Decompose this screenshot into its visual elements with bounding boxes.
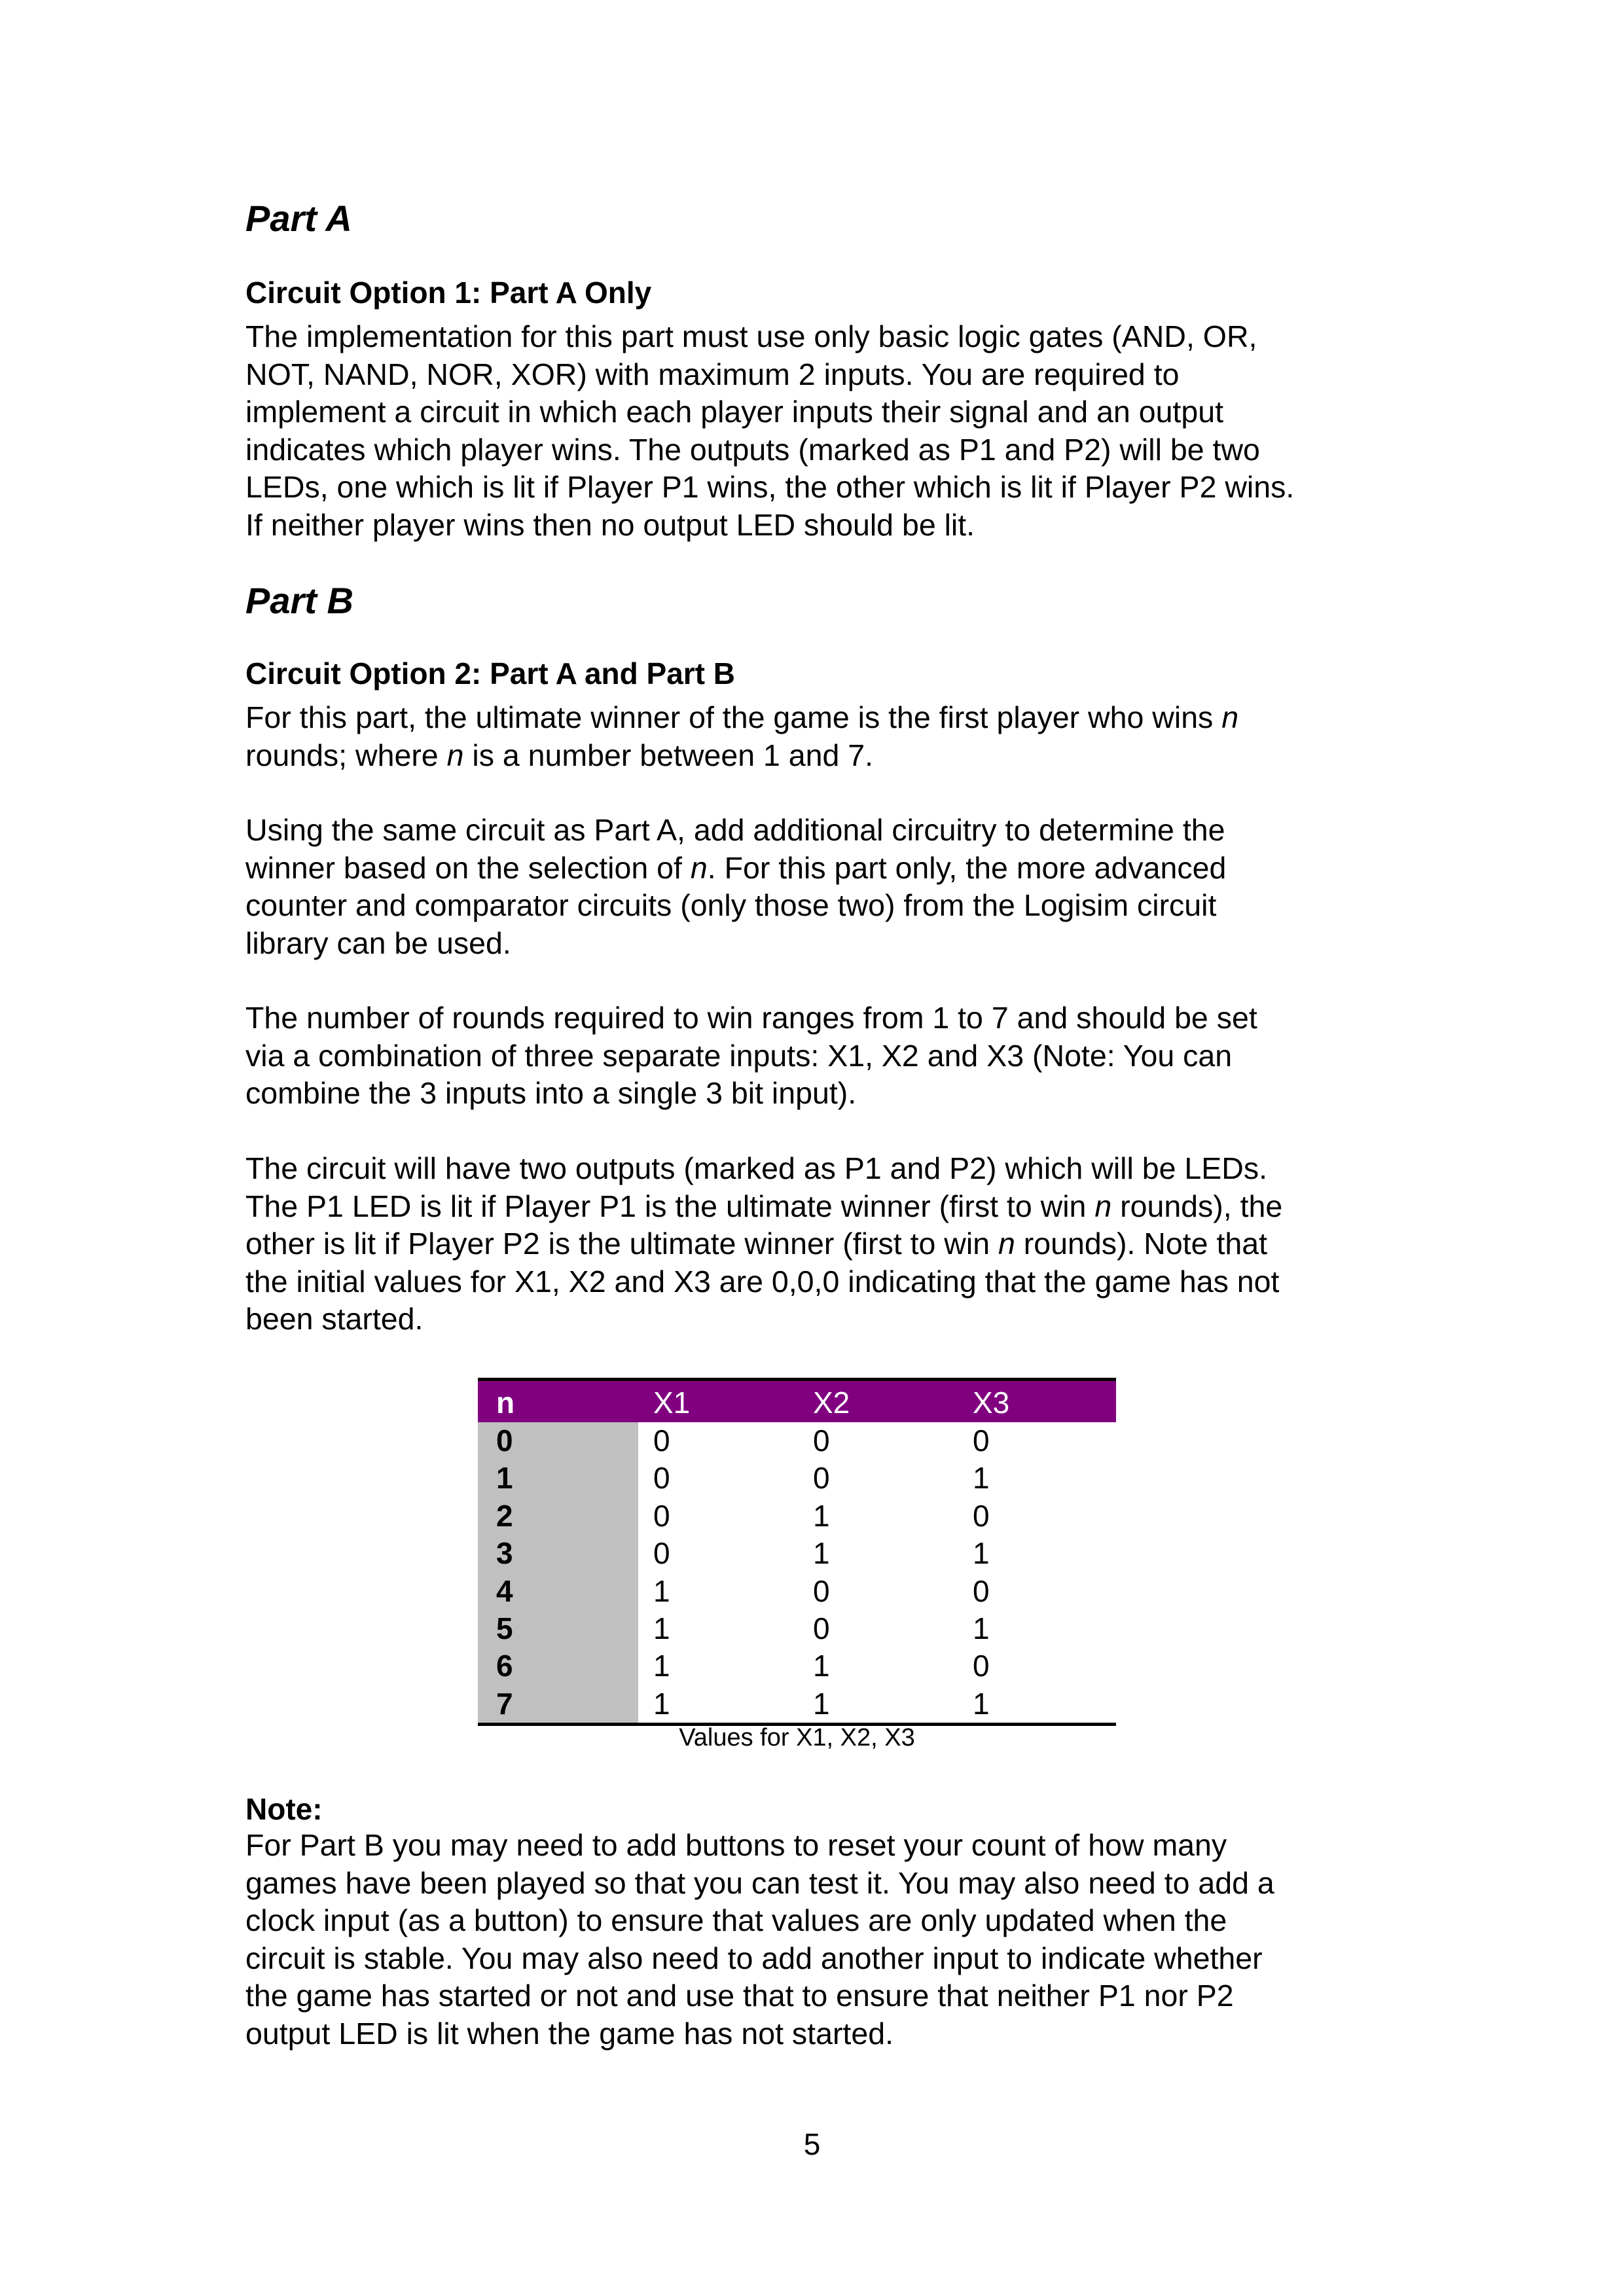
text-line: If neither player wins then no output LED should be lit. [245, 507, 975, 542]
text-line: indicates which player wins. The outputs (marked as P1 and P2) will be two [245, 432, 1260, 467]
text-line: LEDs, one which is lit if Player P1 wins, the other which is lit if Player P2 wins. [245, 470, 1295, 504]
table-body [478, 1422, 1116, 1726]
text-line: For this part, the ultimate winner of the game is the first player who wins n [245, 700, 1239, 734]
text-line: circuit is stable. You may also need to add another input to indicate whether [245, 1941, 1263, 1975]
text-line: counter and comparator circuits (only those two) from the Logisim circuit [245, 888, 1217, 922]
table-row: 4 1 0 0 [496, 1573, 990, 1608]
text-line: other is lit if Player P2 is the ultimate winner (first to win n rounds). Note that [245, 1227, 1267, 1261]
text-line: the game has started or not and use that to ensure that neither P1 nor P2 [245, 1979, 1234, 2013]
text-line: via a combination of three separate inputs: X1, X2 and X3 (Note: You can [245, 1038, 1233, 1073]
text-line: library can be used. [245, 925, 511, 960]
values-table [478, 1378, 1116, 1726]
page-number: 5 [803, 2127, 821, 2161]
text-line: rounds; where n is a number between 1 and 7. [245, 738, 874, 772]
table-row: 1 0 0 1 [496, 1461, 990, 1496]
part-b-heading: Part B [245, 580, 353, 621]
text-line: The P1 LED is lit if Player P1 is the ultimate winner (first to win n rounds), the [245, 1189, 1283, 1223]
header-n: n [496, 1386, 515, 1420]
part-a-subheading: Circuit Option 1: Part A Only [245, 276, 652, 310]
table-header-row [478, 1378, 1116, 1422]
part-b-paragraph-3 [245, 999, 1411, 1113]
part-a-paragraph [245, 318, 1411, 544]
part-b-paragraph-2 [245, 812, 1411, 962]
text-line: winner based on the selection of n. For this part only, the more advanced [245, 850, 1227, 885]
part-b-paragraph-4 [245, 1150, 1411, 1338]
text-line: implement a circuit in which each player inputs their signal and an output [245, 395, 1223, 429]
part-a-heading: Part A [245, 198, 352, 239]
part-b-paragraph-1 [245, 699, 1411, 774]
text-line: The circuit will have two outputs (marked as P1 and P2) which will be LEDs. [245, 1151, 1267, 1185]
text-line: The implementation for this part must use only basic logic gates (AND, OR, [245, 319, 1257, 353]
part-b-subheading: Circuit Option 2: Part A and Part B [245, 656, 735, 691]
text-line: clock input (as a button) to ensure that values are only updated when the [245, 1903, 1227, 1937]
header-x2: X2 [813, 1386, 850, 1420]
text-line: combine the 3 inputs into a single 3 bit input). [245, 1076, 857, 1110]
header-x1: X1 [653, 1386, 691, 1420]
text-line: The number of rounds required to win ranges from 1 to 7 and should be set [245, 1001, 1257, 1035]
note-paragraph [245, 1827, 1411, 2053]
text-line: been started. [245, 1302, 424, 1336]
table-row: 0 0 0 0 [496, 1424, 990, 1458]
text-line: output LED is lit when the game has not started. [245, 2016, 893, 2051]
text-line: the initial values for X1, X2 and X3 are 0,0,0 indicating that the game has not [245, 1264, 1280, 1299]
text-line: Using the same circuit as Part A, add additional circuitry to determine the [245, 813, 1225, 847]
table-row: 2 0 1 0 [496, 1498, 990, 1533]
note-heading: Note: [245, 1792, 323, 1826]
text-line: NOT, NAND, NOR, XOR) with maximum 2 inputs. You are required to [245, 357, 1180, 391]
table-row: 5 1 0 1 [496, 1611, 990, 1645]
table-row: 6 1 1 0 [496, 1649, 990, 1683]
header-x3: X3 [973, 1386, 1010, 1420]
table-row: 3 0 1 1 [496, 1536, 990, 1571]
table-row: 7 1 1 1 [496, 1686, 990, 1721]
text-line: For Part B you may need to add buttons to reset your count of how many [245, 1828, 1227, 1862]
table-caption: Values for X1, X2, X3 [679, 1724, 915, 1751]
text-line: games have been played so that you can test it. You may also need to add a [245, 1865, 1274, 1900]
